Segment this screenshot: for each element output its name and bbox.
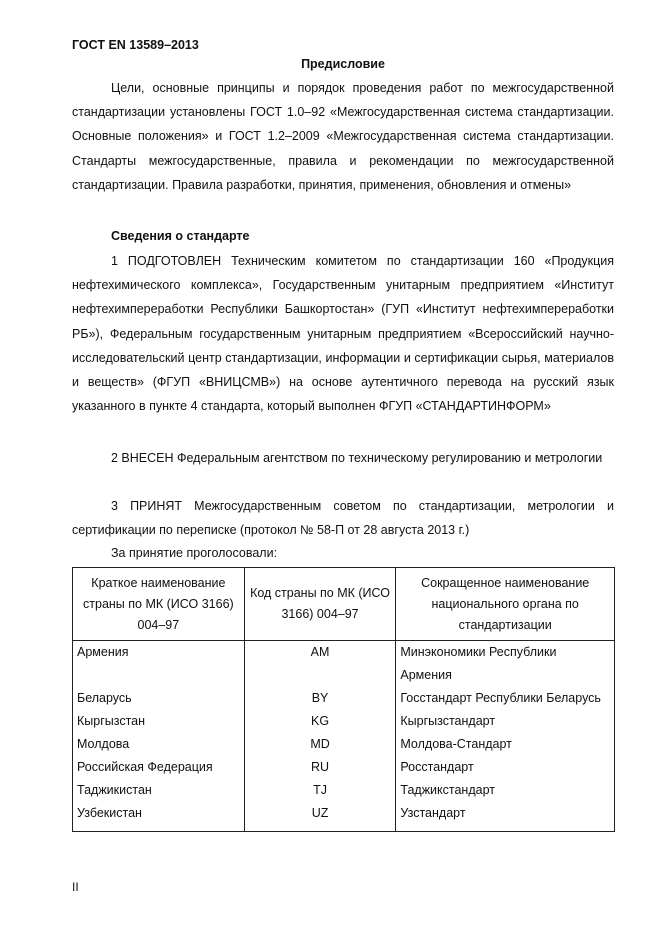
body-cell: Узстандарт (396, 802, 615, 832)
body-cell: Таджикстандарт (396, 779, 615, 802)
body-cell: Минэкономики Республики Армения (396, 641, 615, 688)
table-header-row (73, 568, 615, 641)
country-cell: Российская Федерация (73, 756, 245, 779)
header-code: Код страны по МК (ИСО 3166) 004–97 (244, 568, 396, 641)
table-row (73, 641, 615, 688)
code-cell: TJ (244, 779, 396, 802)
table-row (73, 710, 615, 733)
document-id: ГОСТ EN 13589–2013 (72, 38, 199, 52)
body-cell: Кыргызстандарт (396, 710, 615, 733)
code-cell: RU (244, 756, 396, 779)
table-row (73, 687, 615, 710)
foreword-title: Предисловие (301, 57, 385, 71)
country-cell: Беларусь (73, 687, 245, 710)
code-cell: UZ (244, 802, 396, 832)
code-cell: MD (244, 733, 396, 756)
table-row (73, 756, 615, 779)
header-body: Сокращенное наименование национального органа по стандартизации (396, 568, 615, 641)
code-cell: AM (244, 641, 396, 688)
country-cell: Таджикистан (73, 779, 245, 802)
page-number: II (72, 880, 79, 894)
body-cell: Молдова-Стандарт (396, 733, 615, 756)
header-country: Краткое наименование страны по МК (ИСО 3166) 004–97 (73, 568, 245, 641)
country-cell: Узбекистан (73, 802, 245, 832)
code-cell: KG (244, 710, 396, 733)
standard-info-title: Сведения о стандарте (111, 229, 250, 243)
item-prepared: 1 ПОДГОТОВЛЕН Техническим комитетом по стандартизации 160 «Продукция нефтехимического комплекса», Государственным унитарным предприятием «Институт нефтехимпереработки Республики Башкортостан» (ГУП «Институт нефтехимпереработки РБ»), Федеральным государственным унитарным предприятием «Всероссийский научно-исследовательский центр стандартизации, информации и сертификации сырья, материалов и веществ» (ФГУП «ВНИЦСМВ») на основе аутентичного перевода на русский язык указанного в пункте 4 стандарта, который выполнен ФГУП «СТАНДАРТИНФОРМ» (72, 254, 614, 414)
country-cell: Армения (73, 641, 245, 688)
table-row (73, 802, 615, 832)
country-cell: Кыргызстан (73, 710, 245, 733)
item-submitted: 2 ВНЕСЕН Федеральным агентством по техническому регулированию и метрологии (111, 451, 603, 465)
member-states-table (72, 567, 615, 832)
table-row (73, 733, 615, 756)
body-cell: Госстандарт Республики Беларусь (396, 687, 615, 710)
country-cell: Молдова (73, 733, 245, 756)
code-cell: BY (244, 687, 396, 710)
item-adopted: 3 ПРИНЯТ Межгосударственным советом по стандартизации, метрологии и сертификации по переписке (протокол № 58-П от 28 августа 2013 г.) (72, 499, 614, 538)
vote-line: За принятие проголосовали: (111, 546, 278, 560)
table-row (73, 779, 615, 802)
foreword-text: Цели, основные принципы и порядок проведения работ по межгосударственной стандартизации установлены ГОСТ 1.0–92 «Межгосударственная система стандартизации. Основные положения» и ГОСТ 1.2–2009 «Межгосударственная система стандартизации. Стандарты межгосударственные, правила и рекомендации по межгосударственной стандартизации. Правила разработки, принятия, применения, обновления и отмены» (72, 81, 614, 192)
body-cell: Росстандарт (396, 756, 615, 779)
